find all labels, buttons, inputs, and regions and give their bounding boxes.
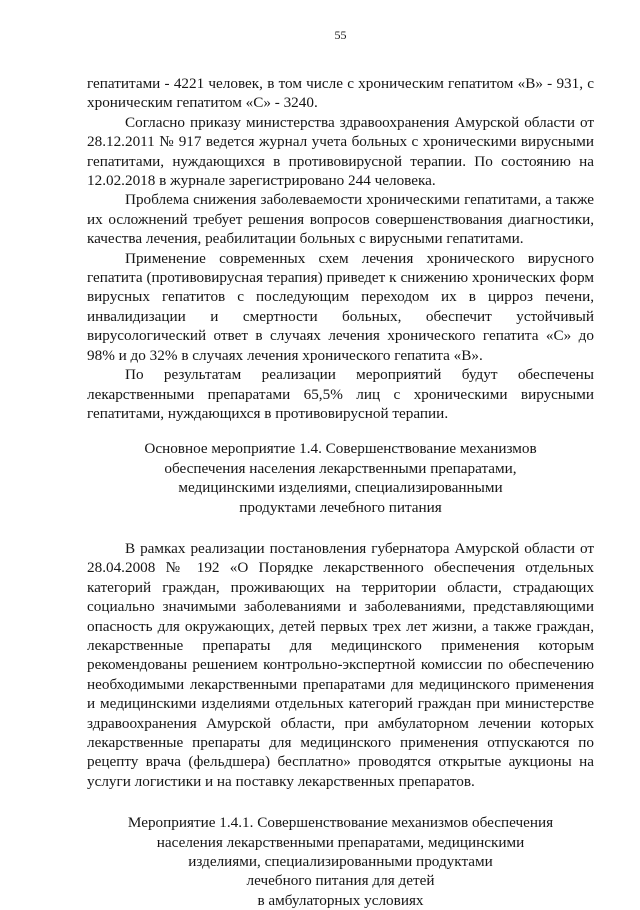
paragraph-problem: Проблема снижения заболеваемости хроническими гепатитами, а также их осложнений требует решения вопросов совершенствования диагностики, качества лечения, реабилитации больных с вирусными гепатитами.	[87, 191, 594, 248]
paragraph-results: По результатам реализации мероприятий будут обеспечены лекарственными препаратами 65,5% лиц с хроническими вирусными гепатитами, нуждающихся в противовирусной терапии.	[87, 366, 594, 422]
paragraph-treatment: Применение современных схем лечения хронического вирусного гепатита (противовирусная терапия) приведет к снижению хронических форм вирусных гепатитов с последующим переходом их в цирроз печени, инвалидизации и смертности больных, обеспечит устойчивый вирусологический ответ в случаях лечения хронического гепатита «С» до 98% и до 32% в случаях лечения хронического гепатита «В».	[87, 249, 594, 364]
heading-line: населения лекарственными препаратами, медицинскими	[156, 833, 525, 851]
heading-line: лечебного питания для детей	[246, 872, 435, 890]
heading-line: продуктами лечебного питания	[239, 498, 442, 516]
heading-line: Основное мероприятие 1.4. Совершенствование механизмов	[144, 440, 537, 458]
heading-line: изделиями, специализированными продуктами	[188, 853, 493, 871]
heading-line: Мероприятие 1.4.1. Совершенствование механизмов обеспечения	[127, 814, 554, 832]
paragraph-governor-decree: В рамках реализации постановления губернатора Амурской области от 28.04.2008 № 192 «О Порядке лекарственного обеспечения отдельных категорий граждан, проживающих на территории области, страдающих социально значимыми заболеваниями и заболеваниями, представляющими опасность для окружающих, детей первых трех лет жизни, а также граждан, лекарственные препараты для медицинского применения которым рекомендованы решением контрольно-экспертной комиссии по обеспечению необходимыми лекарственными препаратами для медицинского применения и медицинскими изделиями отдельных категорий граждан при министерстве здравоохранения Амурской области, при амбулаторном лечении которых лекарственные препараты для медицинского применения отпускаются по рецепту врача (фельдшера) бесплатно» проводятся открытые аукционы на услуги логистики и на поставку лекарственных препаратов.	[87, 539, 594, 790]
heading-line: обеспечения населения лекарственными препаратами,	[164, 459, 517, 477]
paragraph-hepatitis-count: гепатитами - 4221 человек, в том числе с хроническим гепатитом «В» - 931, с хроническим гепатитом «С» - 3240.	[87, 75, 594, 112]
page-number: 55	[334, 28, 347, 42]
section-heading-1-4	[87, 439, 594, 517]
heading-line: медицинскими изделиями, специализированными	[178, 479, 503, 497]
section-heading-1-4-1	[87, 813, 594, 910]
heading-line: в амбулаторных условиях	[257, 891, 424, 909]
paragraph-order-journal: Согласно приказу министерства здравоохранения Амурской области от 28.12.2011 № 917 ведется журнал учета больных с хроническими вирусными гепатитами, нуждающихся в противовирусной терапии. По состоянию на 12.02.2018 в журнале зарегистрировано 244 человека.	[87, 113, 594, 190]
